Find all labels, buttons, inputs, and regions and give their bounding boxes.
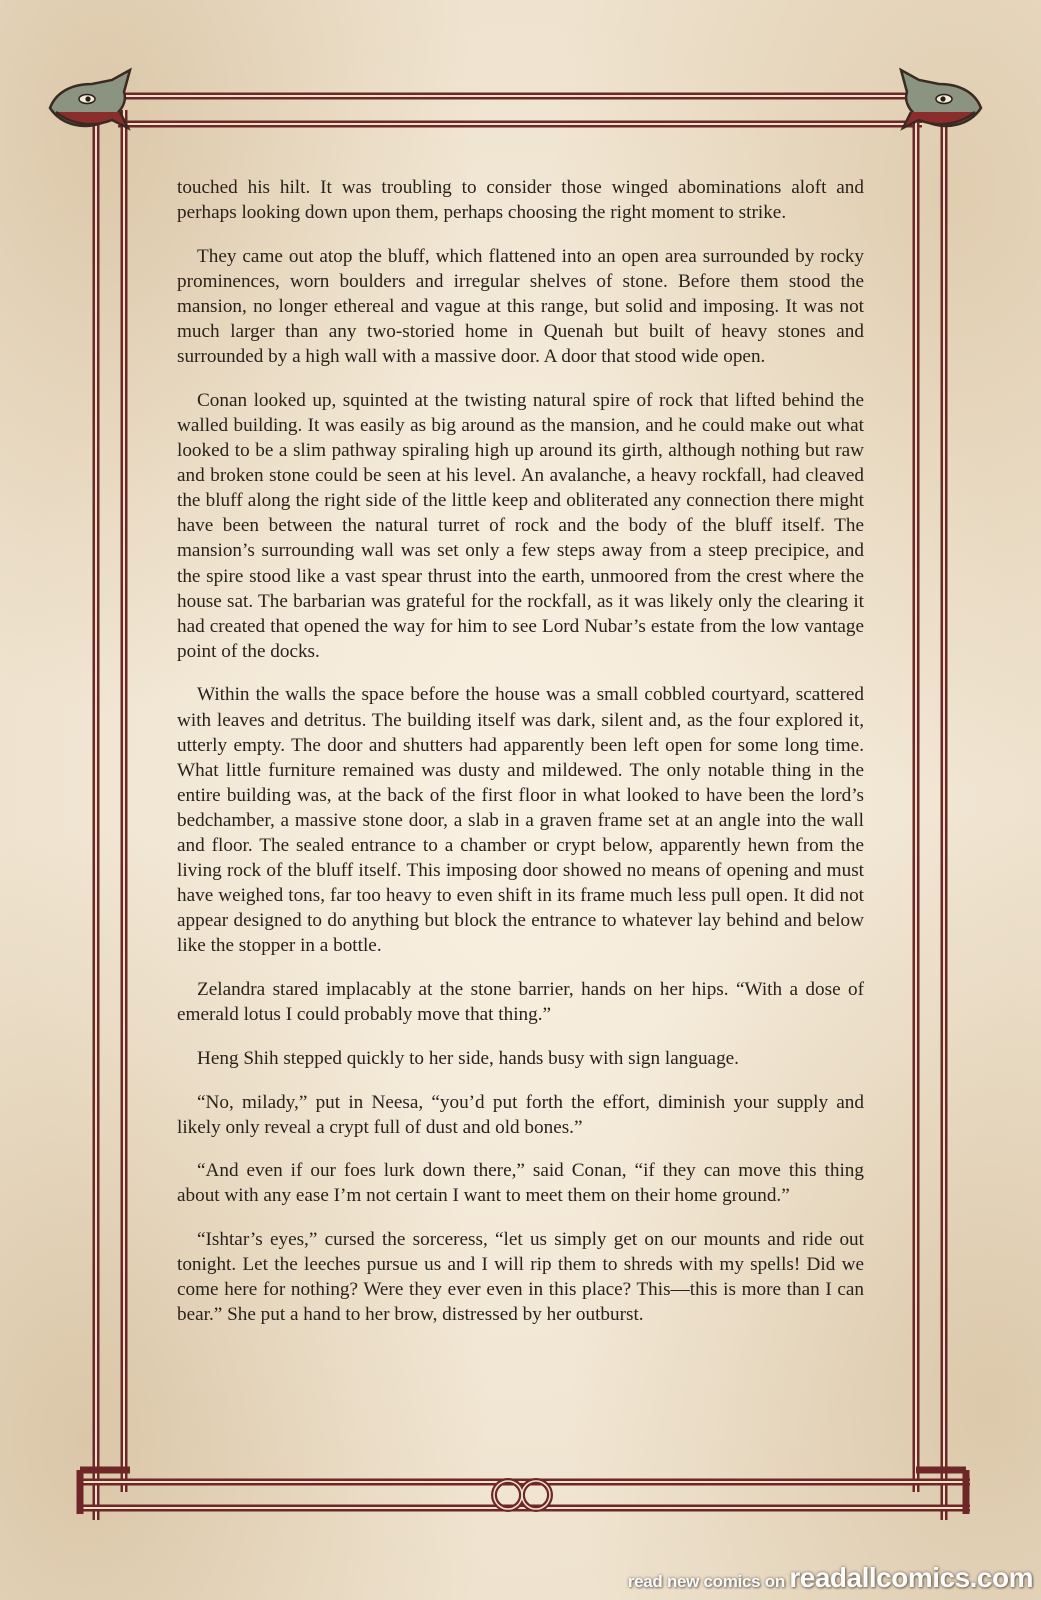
paragraph: “And even if our foes lurk down there,” said Conan, “if they can move this thing about with any ease I’m not certain I want to meet them on their home ground.” — [177, 1160, 864, 1207]
paragraph: Zelandra stared implacably at the stone barrier, hands on her hips. “With a dose of emerald lotus I could probably move that thing.” — [177, 979, 864, 1026]
story-text — [177, 175, 864, 1346]
paragraph: touched his hilt. It was troubling to consider those winged abominations aloft and perhaps looking down upon them, perhaps choosing the right moment to strike. — [177, 177, 864, 224]
paragraph: “No, milady,” put in Neesa, “you’d put forth the effort, diminish your supply and likely only reveal a crypt full of dust and old bones.” — [177, 1091, 864, 1138]
dragon-head-icon — [901, 70, 981, 128]
top-border-rail — [90, 96, 950, 124]
paragraph: Heng Shih stepped quickly to her side, hands busy with sign language. — [197, 1047, 739, 1069]
dragon-head-icon — [50, 70, 130, 128]
watermark-prefix: read new comics on — [627, 1572, 785, 1591]
site-watermark — [628, 1562, 1033, 1594]
paragraph: Conan looked up, squinted at the twisting natural spire of rock that lifted behind the walled building. It was easily as big around as the mansion, and he could make out what looked to be a slim pathway spiraling high up around its girth, although nothing but raw and broken stone could be seen at his level. An avalanche, a heavy rockfall, had cleaved the bluff along the right side of the little keep and obliterated any connection there might have been between the natural turret of rock and the body of the bluff itself. The mansion’s surrounding wall was set only a few steps away from a steep precipice, and the spire stood like a vast spear thrust into the earth, unmoored from the crest where the house sat. The barbarian was grateful for the rockfall, as it was likely only the clearing it had created that opened the way for him to see Lord Nubar’s estate from the low vantage point of the docks. — [177, 389, 864, 662]
watermark-site: readallcomics.com — [789, 1562, 1033, 1593]
right-border-rail — [916, 110, 944, 1520]
left-border-rail — [96, 110, 124, 1520]
paragraph: They came out atop the bluff, which flattened into an open area surrounded by rocky prominences, worn boulders and irregular shelves of stone. Before them stood the mansion, no longer ethereal and vague at this range, but solid and imposing. It was not much larger than any two-storied home in Quenah but built of heavy stones and surrounded by a high wall with a massive door. A door that stood wide open. — [177, 245, 864, 368]
paragraph: “Ishtar’s eyes,” cursed the sorceress, “let us simply get on our mounts and ride out tonight. Let the leeches pursue us and I will rip them to shreds with my spells! Did we come here for nothing? Were they ever even in this place? This—this is more than I can bear.” She put a hand to her brow, distressed by her outburst. — [177, 1229, 864, 1326]
paragraph: Within the walls the space before the house was a small cobbled courtyard, scattered with leaves and detritus. The building itself was dark, silent and, as the four explored it, utterly empty. The door and shutters had apparently been left open for some long time. What little furniture remained was dusty and mildewed. The only notable thing in the entire building was, at the back of the first floor in what looked to have been the lord’s bedchamber, a massive stone door, a slab in a graven frame set at an angle into the wall and floor. The sealed entrance to a chamber or crypt below, apparently hewn from the living rock of the bluff itself. This imposing door showed no means of opening and must have weighed tons, far too heavy to even shift in its frame much less pull open. It did not appear designed to do anything but block the entrance to whatever lay behind and below like the stopper in a bottle. — [177, 684, 864, 957]
